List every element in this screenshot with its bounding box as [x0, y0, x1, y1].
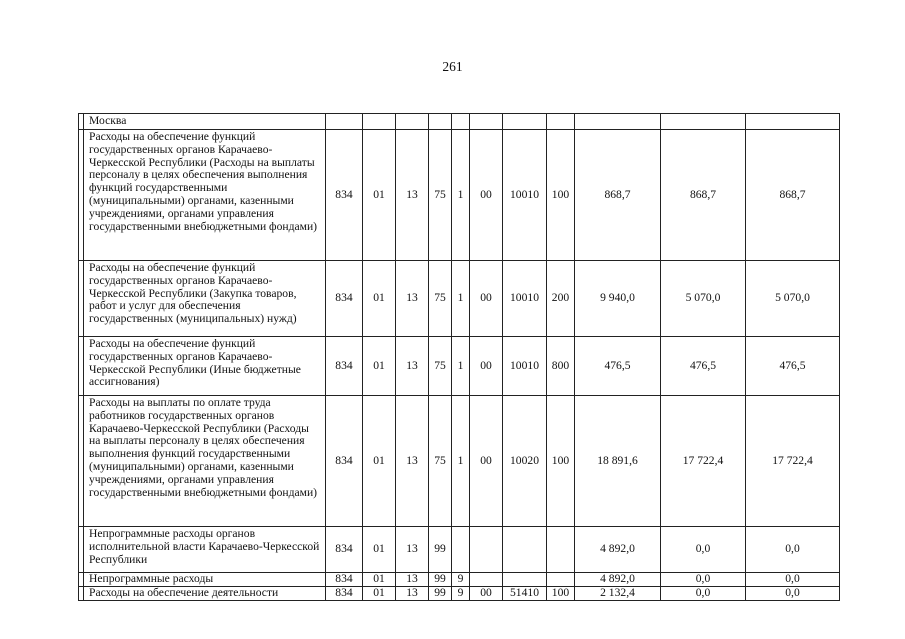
program-code-cell: 99: [429, 573, 452, 587]
program-code-cell: 75: [429, 261, 452, 337]
section-code-cell: 01: [363, 261, 396, 337]
section-code-cell: 01: [363, 586, 396, 600]
expense-type-code-cell: 200: [547, 261, 575, 337]
amount-year-3-cell: 0,0: [746, 586, 840, 600]
event-code-cell: 00: [470, 130, 503, 261]
amount-year-2-cell: [661, 114, 746, 130]
direction-code-cell: [503, 527, 547, 573]
expense-type-code-cell: [547, 114, 575, 130]
subprogram-code-cell: [452, 114, 470, 130]
expense-name-cell: Расходы на обеспечение функций государственных органов Карачаево-Черкесской Республики (Иные бюджетные ассигнования): [84, 337, 326, 396]
amount-year-1-cell: 4 892,0: [575, 573, 661, 587]
subprogram-code-cell: 1: [452, 396, 470, 527]
admin-code-cell: [326, 114, 363, 130]
expense-name-cell: Расходы на обеспечение функций государственных органов Карачаево-Черкесской Республики (Расходы на выплаты персоналу в целях обеспечения выполнения функций государственными (муниципальными) органами, казенными учреждениями, органами управления государственными внебюджетными фондами): [84, 130, 326, 261]
amount-year-3-cell: 0,0: [746, 573, 840, 587]
expense-name-cell: Расходы на обеспечение функций государственных органов Карачаево-Черкесской Республики (Закупка товаров, работ и услуг для обеспечения государственных (муниципальных) нужд): [84, 261, 326, 337]
amount-year-2-cell: 5 070,0: [661, 261, 746, 337]
event-code-cell: 00: [470, 261, 503, 337]
direction-code-cell: 10020: [503, 396, 547, 527]
amount-year-1-cell: 868,7: [575, 130, 661, 261]
amount-year-2-cell: 0,0: [661, 573, 746, 587]
subprogram-code-cell: 1: [452, 130, 470, 261]
program-code-cell: [429, 114, 452, 130]
expense-name-cell: Непрограммные расходы: [84, 573, 326, 587]
budget-table: [78, 113, 840, 601]
subprogram-code-cell: 1: [452, 261, 470, 337]
subsection-code-cell: [396, 114, 429, 130]
subsection-code-cell: 13: [396, 261, 429, 337]
table-row: [79, 573, 840, 587]
expense-type-code-cell: 100: [547, 396, 575, 527]
amount-year-1-cell: [575, 114, 661, 130]
admin-code-cell: 834: [326, 337, 363, 396]
amount-year-3-cell: 476,5: [746, 337, 840, 396]
event-code-cell: [470, 527, 503, 573]
direction-code-cell: 10010: [503, 130, 547, 261]
amount-year-3-cell: 0,0: [746, 527, 840, 573]
event-code-cell: 00: [470, 586, 503, 600]
subsection-code-cell: 13: [396, 527, 429, 573]
section-code-cell: 01: [363, 527, 396, 573]
admin-code-cell: 834: [326, 396, 363, 527]
expense-name-cell: Москва: [84, 114, 326, 130]
table-row: [79, 114, 840, 130]
subsection-code-cell: 13: [396, 130, 429, 261]
amount-year-2-cell: 868,7: [661, 130, 746, 261]
admin-code-cell: 834: [326, 261, 363, 337]
subsection-code-cell: 13: [396, 337, 429, 396]
subsection-code-cell: 13: [396, 396, 429, 527]
event-code-cell: 00: [470, 337, 503, 396]
budget-table-body: [79, 114, 840, 601]
amount-year-2-cell: 0,0: [661, 527, 746, 573]
table-row: [79, 261, 840, 337]
subprogram-code-cell: 9: [452, 586, 470, 600]
subprogram-code-cell: 1: [452, 337, 470, 396]
subprogram-code-cell: [452, 527, 470, 573]
admin-code-cell: 834: [326, 527, 363, 573]
direction-code-cell: 10010: [503, 261, 547, 337]
amount-year-3-cell: 868,7: [746, 130, 840, 261]
amount-year-2-cell: 17 722,4: [661, 396, 746, 527]
admin-code-cell: 834: [326, 130, 363, 261]
section-code-cell: 01: [363, 573, 396, 587]
amount-year-1-cell: 4 892,0: [575, 527, 661, 573]
amount-year-3-cell: 17 722,4: [746, 396, 840, 527]
program-code-cell: 75: [429, 337, 452, 396]
section-code-cell: [363, 114, 396, 130]
section-code-cell: 01: [363, 396, 396, 527]
table-row: [79, 586, 840, 600]
admin-code-cell: 834: [326, 586, 363, 600]
amount-year-1-cell: 9 940,0: [575, 261, 661, 337]
table-row: [79, 130, 840, 261]
expense-name-cell: Расходы на обеспечение деятельности: [84, 586, 326, 600]
section-code-cell: 01: [363, 130, 396, 261]
direction-code-cell: [503, 114, 547, 130]
event-code-cell: [470, 114, 503, 130]
expense-type-code-cell: 800: [547, 337, 575, 396]
admin-code-cell: 834: [326, 573, 363, 587]
amount-year-1-cell: 18 891,6: [575, 396, 661, 527]
direction-code-cell: [503, 573, 547, 587]
amount-year-3-cell: [746, 114, 840, 130]
amount-year-2-cell: 0,0: [661, 586, 746, 600]
program-code-cell: 99: [429, 527, 452, 573]
direction-code-cell: 51410: [503, 586, 547, 600]
expense-type-code-cell: 100: [547, 586, 575, 600]
amount-year-2-cell: 476,5: [661, 337, 746, 396]
expense-type-code-cell: [547, 527, 575, 573]
subsection-code-cell: 13: [396, 586, 429, 600]
table-row: [79, 527, 840, 573]
amount-year-1-cell: 2 132,4: [575, 586, 661, 600]
subprogram-code-cell: 9: [452, 573, 470, 587]
expense-name-cell: Расходы на выплаты по оплате труда работников государственных органов Карачаево-Черкесской Республики (Расходы на выплаты персоналу в целях обеспечения выполнения функций государственными (муниципальными) органами, казенными учреждениями, органами управления государственными внебюджетными фондами): [84, 396, 326, 527]
event-code-cell: 00: [470, 396, 503, 527]
program-code-cell: 99: [429, 586, 452, 600]
expense-type-code-cell: [547, 573, 575, 587]
program-code-cell: 75: [429, 396, 452, 527]
direction-code-cell: 10010: [503, 337, 547, 396]
event-code-cell: [470, 573, 503, 587]
expense-name-cell: Непрограммные расходы органов исполнительной власти Карачаево-Черкесской Республики: [84, 527, 326, 573]
section-code-cell: 01: [363, 337, 396, 396]
amount-year-3-cell: 5 070,0: [746, 261, 840, 337]
subsection-code-cell: 13: [396, 573, 429, 587]
table-row: [79, 337, 840, 396]
amount-year-1-cell: 476,5: [575, 337, 661, 396]
table-row: [79, 396, 840, 527]
page-number: 261: [442, 59, 463, 74]
program-code-cell: 75: [429, 130, 452, 261]
expense-type-code-cell: 100: [547, 130, 575, 261]
